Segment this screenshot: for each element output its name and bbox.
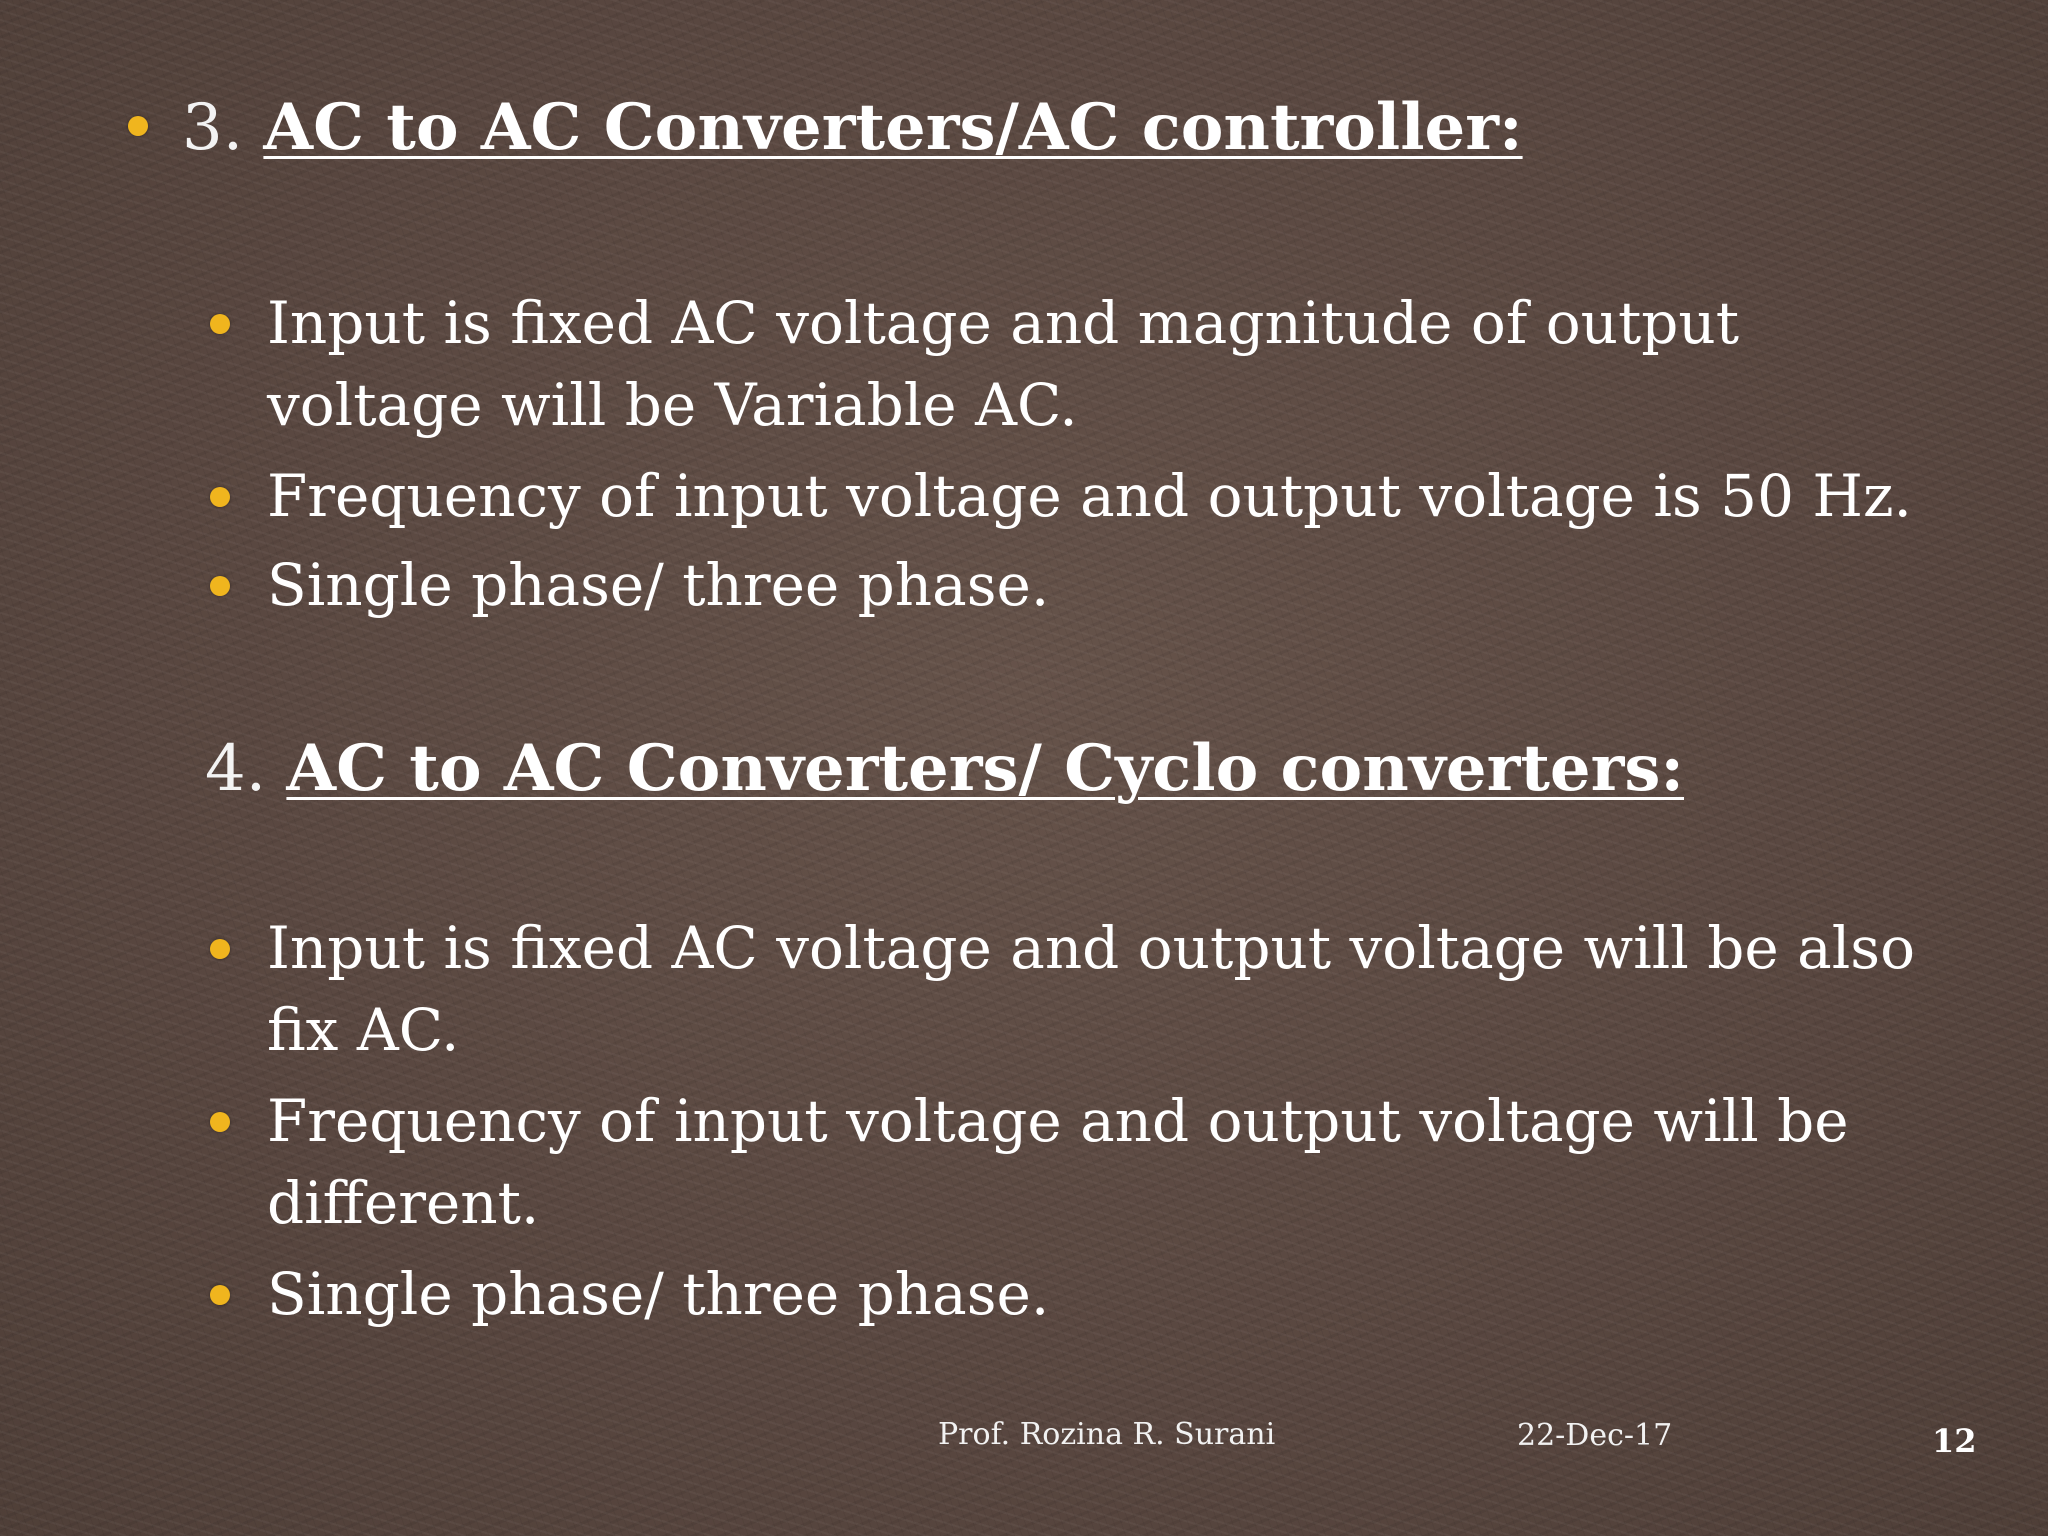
bullet-icon (210, 576, 230, 596)
section4-item-3: Single phase/ three phase. (267, 1260, 1050, 1328)
section4-number: 4. (205, 732, 267, 806)
bullet-icon (210, 1285, 230, 1305)
section4-title: AC to AC Converters/ Cyclo converters: (286, 731, 1684, 806)
section3-title: AC to AC Converters/AC controller: (263, 90, 1523, 165)
bullet-icon (210, 314, 230, 334)
section3-item-3: Single phase/ three phase. (267, 551, 1050, 619)
section3-number: 3. (182, 91, 244, 165)
heading-bullet-icon (128, 116, 148, 136)
page-number: 12 (1932, 1422, 1977, 1460)
footer-date: 22-Dec-17 (1517, 1418, 1673, 1453)
section4-item-2: Frequency of input voltage and output voltage will be different. (267, 1087, 1849, 1237)
section3-heading (182, 90, 1523, 165)
bullet-icon (210, 487, 230, 507)
section3-item-1: Input is fixed AC voltage and magnitude of output voltage will be Variable AC. (267, 289, 1740, 439)
bullet-icon (210, 939, 230, 959)
footer-author: Prof. Rozina R. Surani (938, 1417, 1276, 1452)
section4-heading (205, 731, 1684, 806)
bullet-icon (210, 1112, 230, 1132)
section3-item-2: Frequency of input voltage and output voltage is 50 Hz. (267, 462, 1912, 530)
section4-item-1: Input is fixed AC voltage and output voltage will be also fix AC. (267, 914, 1915, 1064)
